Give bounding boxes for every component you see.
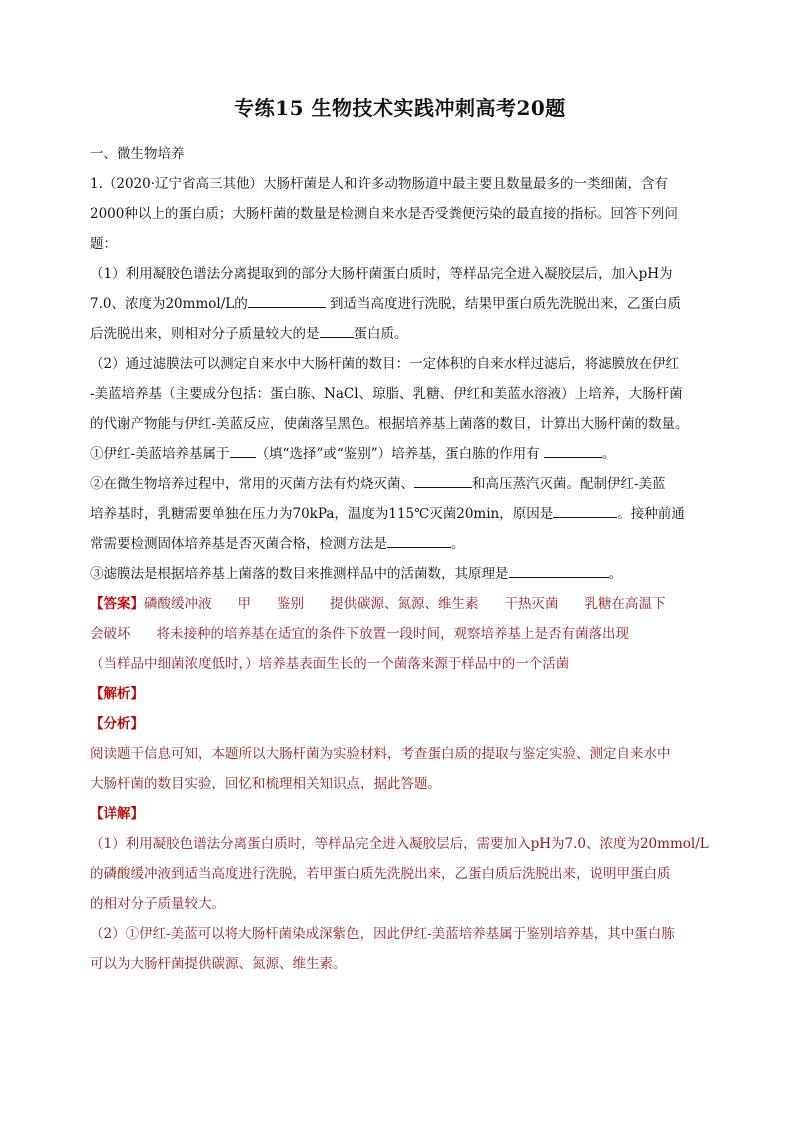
answer-blank	[544, 443, 602, 458]
xiangjie-line-3: 的相对分子质量较大。	[90, 896, 225, 912]
answer-6b: 会破坏	[90, 626, 131, 642]
answer-blank	[414, 473, 472, 488]
xiangjie-line-4: （2）①伊红-美蓝可以将大肠杆菌染成深紫色，因此伊红-美蓝培养基属于鉴别培养基，其中蛋白胨	[90, 926, 675, 942]
part1-line-2	[90, 289, 710, 319]
question-intro-line-3: 题：	[90, 236, 117, 252]
sub2-text: 和高压蒸汽灭菌。配制伊红-美蓝	[472, 476, 666, 492]
sub3-line	[90, 559, 710, 589]
sub2-text: 。	[451, 536, 465, 552]
answer-blank	[230, 443, 256, 458]
answer-blank	[509, 563, 609, 578]
answer-blank	[553, 503, 617, 518]
answer-6a: 乳糖在高温下	[584, 596, 666, 612]
analysis-tag: 【解析】	[90, 686, 144, 702]
answer-tag: 【答案】	[90, 596, 144, 612]
part1-text: 后洗脱出来，则相对分子质量较大的是	[90, 326, 320, 342]
part2-line-2: -美蓝培养基（主要成分包括：蛋白胨、NaCl、琼脂、乳糖、伊红和美蓝水溶液）上培养，大肠杆菌	[90, 386, 683, 402]
part1-text: 7.0、浓度为20mmol/L的	[90, 296, 248, 312]
sub2-text: ②在微生物培养过程中，常用的灭菌方法有灼烧灭菌、	[90, 476, 414, 492]
page-title: 专练15 生物技术实践冲刺高考20题	[234, 96, 566, 120]
xiangjie-line-2: 的磷酸缓冲液到适当高度进行洗脱，若甲蛋白质先洗脱出来，乙蛋白质后洗脱出来，说明甲蛋白质	[90, 866, 671, 882]
part1-text: 蛋白质。	[353, 326, 408, 342]
fenxi-tag: 【分析】	[90, 716, 144, 732]
xiangjie-tag: 【详解】	[90, 806, 144, 822]
sub1-text: ①伊红-美蓝培养基属于	[90, 446, 230, 462]
fenxi-line-2: 大肠杆菌的数目实验，回忆和梳理相关知识点，据此答题。	[90, 776, 441, 792]
sub3-text: 。	[608, 566, 622, 582]
answer-7: 将未接种的培养基在适宜的条件下放置一段时间，观察培养基上是否有菌落出现	[156, 626, 629, 642]
sub2-line-2	[90, 499, 710, 529]
answer-blank	[320, 323, 354, 338]
part1-line-1: （1）利用凝胶色谱法分离提取到的部分大肠杆菌蛋白质时，等样品完全进入凝胶层后，加入pH为	[90, 266, 673, 282]
sub2-line-3	[90, 529, 710, 559]
document-page	[90, 92, 710, 979]
sub2-text: 。接种前通	[617, 506, 685, 522]
question-intro-line-1: 1.（2020·辽宁省高三其他）大肠杆菌是人和许多动物肠道中最主要且数量最多的一类细菌，含有	[90, 176, 669, 192]
sub1-text: 。	[601, 446, 616, 462]
question-intro-line-2: 2000种以上的蛋白质；大肠杆菌的数量是检测自来水是否受粪便污染的最直接的指标。回答下列问	[90, 206, 678, 222]
sub2-text: 培养基时，乳糖需要单独在压力为70kPa，温度为115℃灭菌20min，原因是	[90, 506, 554, 522]
answer-3: 鉴别	[277, 596, 304, 612]
answer-blank	[248, 293, 326, 308]
sub1-text: （填“选择”或“鉴别”）培养基，蛋白胨的作用有	[255, 446, 540, 462]
part1-line-3	[90, 319, 710, 349]
xiangjie-line-5: 可以为大肠杆菌提供碳源、氮源、维生素。	[90, 956, 347, 972]
sub2-text: 常需要检测固体培养基是否灭菌合格，检测方法是	[90, 536, 387, 552]
answer-line-3: （当样品中细菌浓度低时，）培养基表面生长的一个菌落来源于样品中的一个活菌	[90, 656, 570, 672]
section-heading: 一、微生物培养	[90, 146, 185, 162]
sub2-line-1	[90, 469, 710, 499]
part2-line-1: （2）通过滤膜法可以测定自来水中大肠杆菌的数目：一定体积的自来水样过滤后，将滤膜放在伊红	[90, 356, 680, 372]
answer-2: 甲	[237, 596, 251, 612]
answer-blank	[387, 533, 451, 548]
answer-4: 提供碳源、氮源、维生素	[330, 596, 479, 612]
answer-5: 干热灭菌	[504, 596, 559, 612]
answer-1: 磷酸缓冲液	[144, 596, 212, 612]
answer-line-1	[90, 589, 710, 619]
sub3-text: ③滤膜法是根据培养基上菌落的数目来推测样品中的活菌数，其原理是	[90, 566, 509, 582]
answer-line-2	[90, 619, 710, 649]
part2-line-3: 的代谢产物能与伊红-美蓝反应，使菌落呈黑色。根据培养基上菌落的数目，计算出大肠杆菌的数量。	[90, 416, 689, 432]
xiangjie-line-1: （1）利用凝胶色谱法分离蛋白质时，等样品完全进入凝胶层后，需要加入pH为7.0、浓度为20mmol/L	[90, 836, 709, 852]
sub1-line	[90, 439, 710, 469]
part1-text: 到适当高度进行洗脱，结果甲蛋白质先洗脱出来，乙蛋白质	[330, 296, 682, 312]
fenxi-line-1: 阅读题干信息可知，本题所以大肠杆菌为实验材料，考查蛋白质的提取与鉴定实验、测定自来水中	[90, 746, 671, 762]
